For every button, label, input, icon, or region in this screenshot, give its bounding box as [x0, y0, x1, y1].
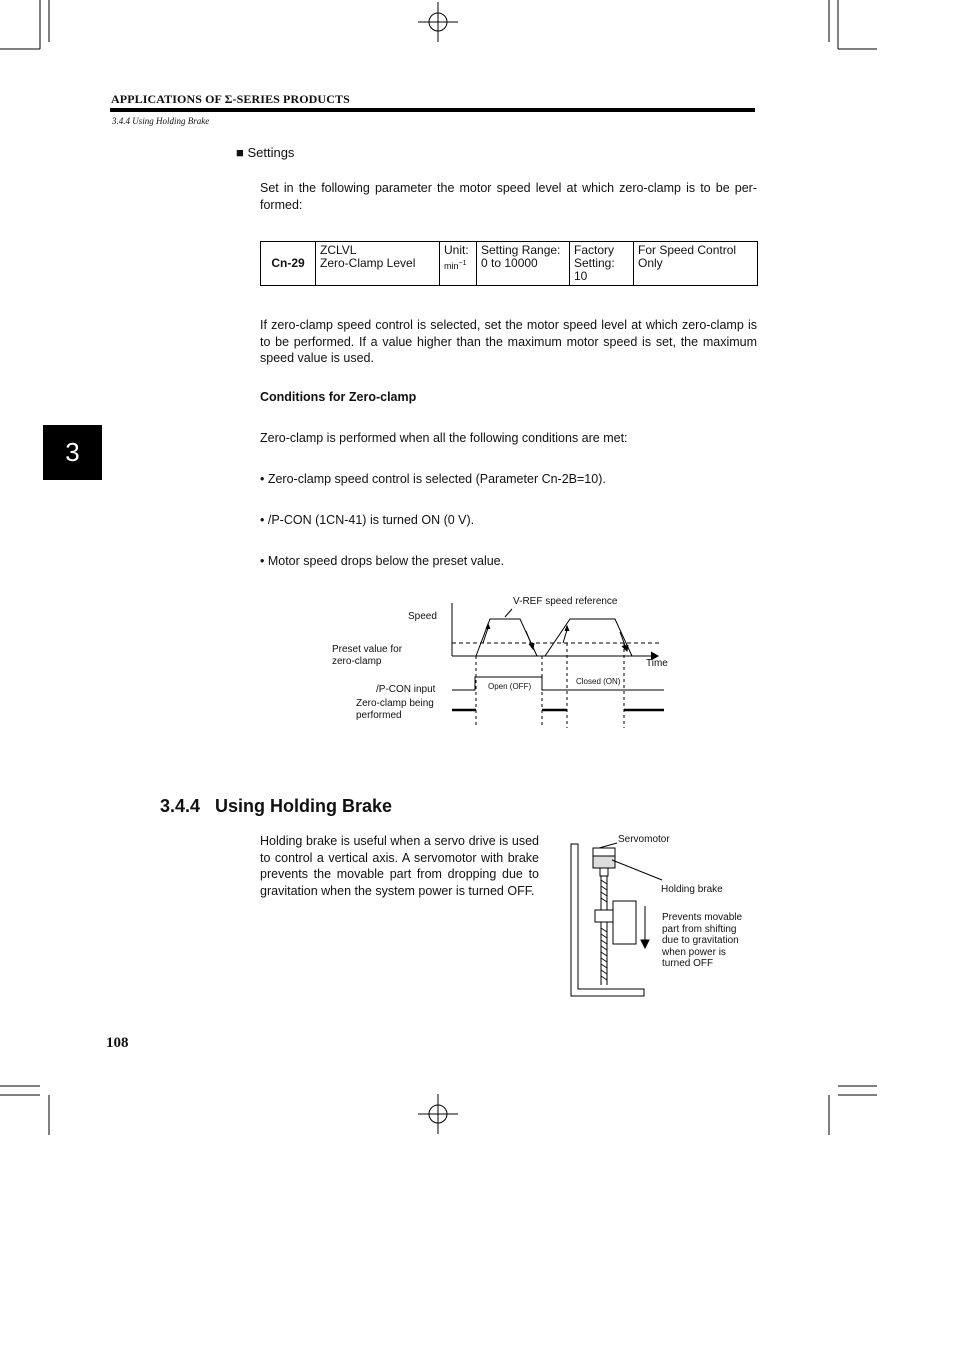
param-code: Cn-29 — [261, 242, 316, 286]
condition-bullet-1: • Zero-clamp speed control is selected (Parameter Cn-2B=10). — [260, 472, 606, 486]
chapter-tab: 3 — [43, 425, 102, 480]
param-unit-exp: −1 — [458, 260, 467, 267]
diagram-vref-label: V-REF speed reference — [513, 596, 618, 607]
diagram-speed-label: Speed — [408, 611, 437, 622]
diagram-pcon-label: /P-CON input — [376, 684, 436, 695]
condition-bullet-3: • Motor speed drops below the preset value. — [260, 554, 505, 568]
condition-bullet-2: • /P-CON (1CN-41) is turned ON (0 V). — [260, 513, 475, 527]
param-control-line2: Only — [638, 256, 663, 270]
figure-servomotor-label: Servomotor — [618, 834, 670, 845]
figure-prevents-line: due to gravitation — [662, 935, 739, 946]
param-factory-line2: Setting: — [574, 256, 615, 270]
diagram-open-label: Open (OFF) — [488, 682, 532, 691]
diagram-time-label: Time — [646, 658, 668, 669]
figure-prevents-line: turned OFF — [662, 958, 714, 969]
figure-holding-brake-label: Holding brake — [661, 884, 723, 895]
figure-prevents-line: when power is — [662, 946, 726, 958]
settings-intro-line2: formed: — [260, 197, 303, 212]
param-factory-line1: Factory — [574, 243, 615, 257]
figure-prevents-label — [662, 912, 742, 970]
param-name-short: ZCLVL — [320, 243, 357, 257]
param-unit-label: Unit: — [444, 243, 469, 257]
settings-intro-line1: Set in the following parameter the motor speed level at which zero-clamp is to be per- — [260, 181, 757, 195]
settings-label: ■ Settings — [236, 145, 295, 160]
zero-clamp-paragraph: If zero-clamp speed control is selected, set the motor speed level at which zero-clamp is to be performed. If a value higher than the maximum motor speed is set, the maximum speed value is used. — [260, 318, 757, 365]
running-header-subtitle: 3.4.4 Using Holding Brake — [112, 116, 210, 126]
diagram-zc-line1: Zero-clamp being — [356, 698, 434, 709]
holding-brake-paragraph: Holding brake is useful when a servo drive is used to control a vertical axis. A servomotor with brake prevents the movable part from dropping due to gravitation when the system power is turned OFF. — [260, 834, 539, 898]
figure-prevents-line: part from shifting — [662, 923, 737, 935]
param-range-value: 0 to 10000 — [481, 256, 538, 270]
diagram-zc-line2: performed — [356, 710, 402, 721]
figure-prevents-line: Prevents movable — [662, 912, 743, 923]
param-range-label: Setting Range: — [481, 243, 561, 257]
param-control-line1: For Speed Control — [638, 243, 737, 257]
diagram-closed-label: Closed (ON) — [576, 677, 621, 686]
diagram-preset-line1: Preset value for — [332, 644, 403, 655]
diagram-preset-line2: zero-clamp — [332, 656, 382, 667]
conditions-intro: Zero-clamp is performed when all the following conditions are met: — [260, 431, 628, 445]
page-number: 108 — [106, 1035, 129, 1051]
param-factory-value: 10 — [574, 269, 588, 283]
running-header-title: APPLICATIONS OF Σ-SERIES PRODUCTS — [111, 92, 350, 106]
param-name-long: Zero-Clamp Level — [320, 256, 416, 270]
section-heading: 3.4.4 Using Holding Brake — [160, 796, 393, 816]
conditions-heading: Conditions for Zero-clamp — [260, 390, 417, 404]
param-unit-base: min — [444, 261, 459, 271]
